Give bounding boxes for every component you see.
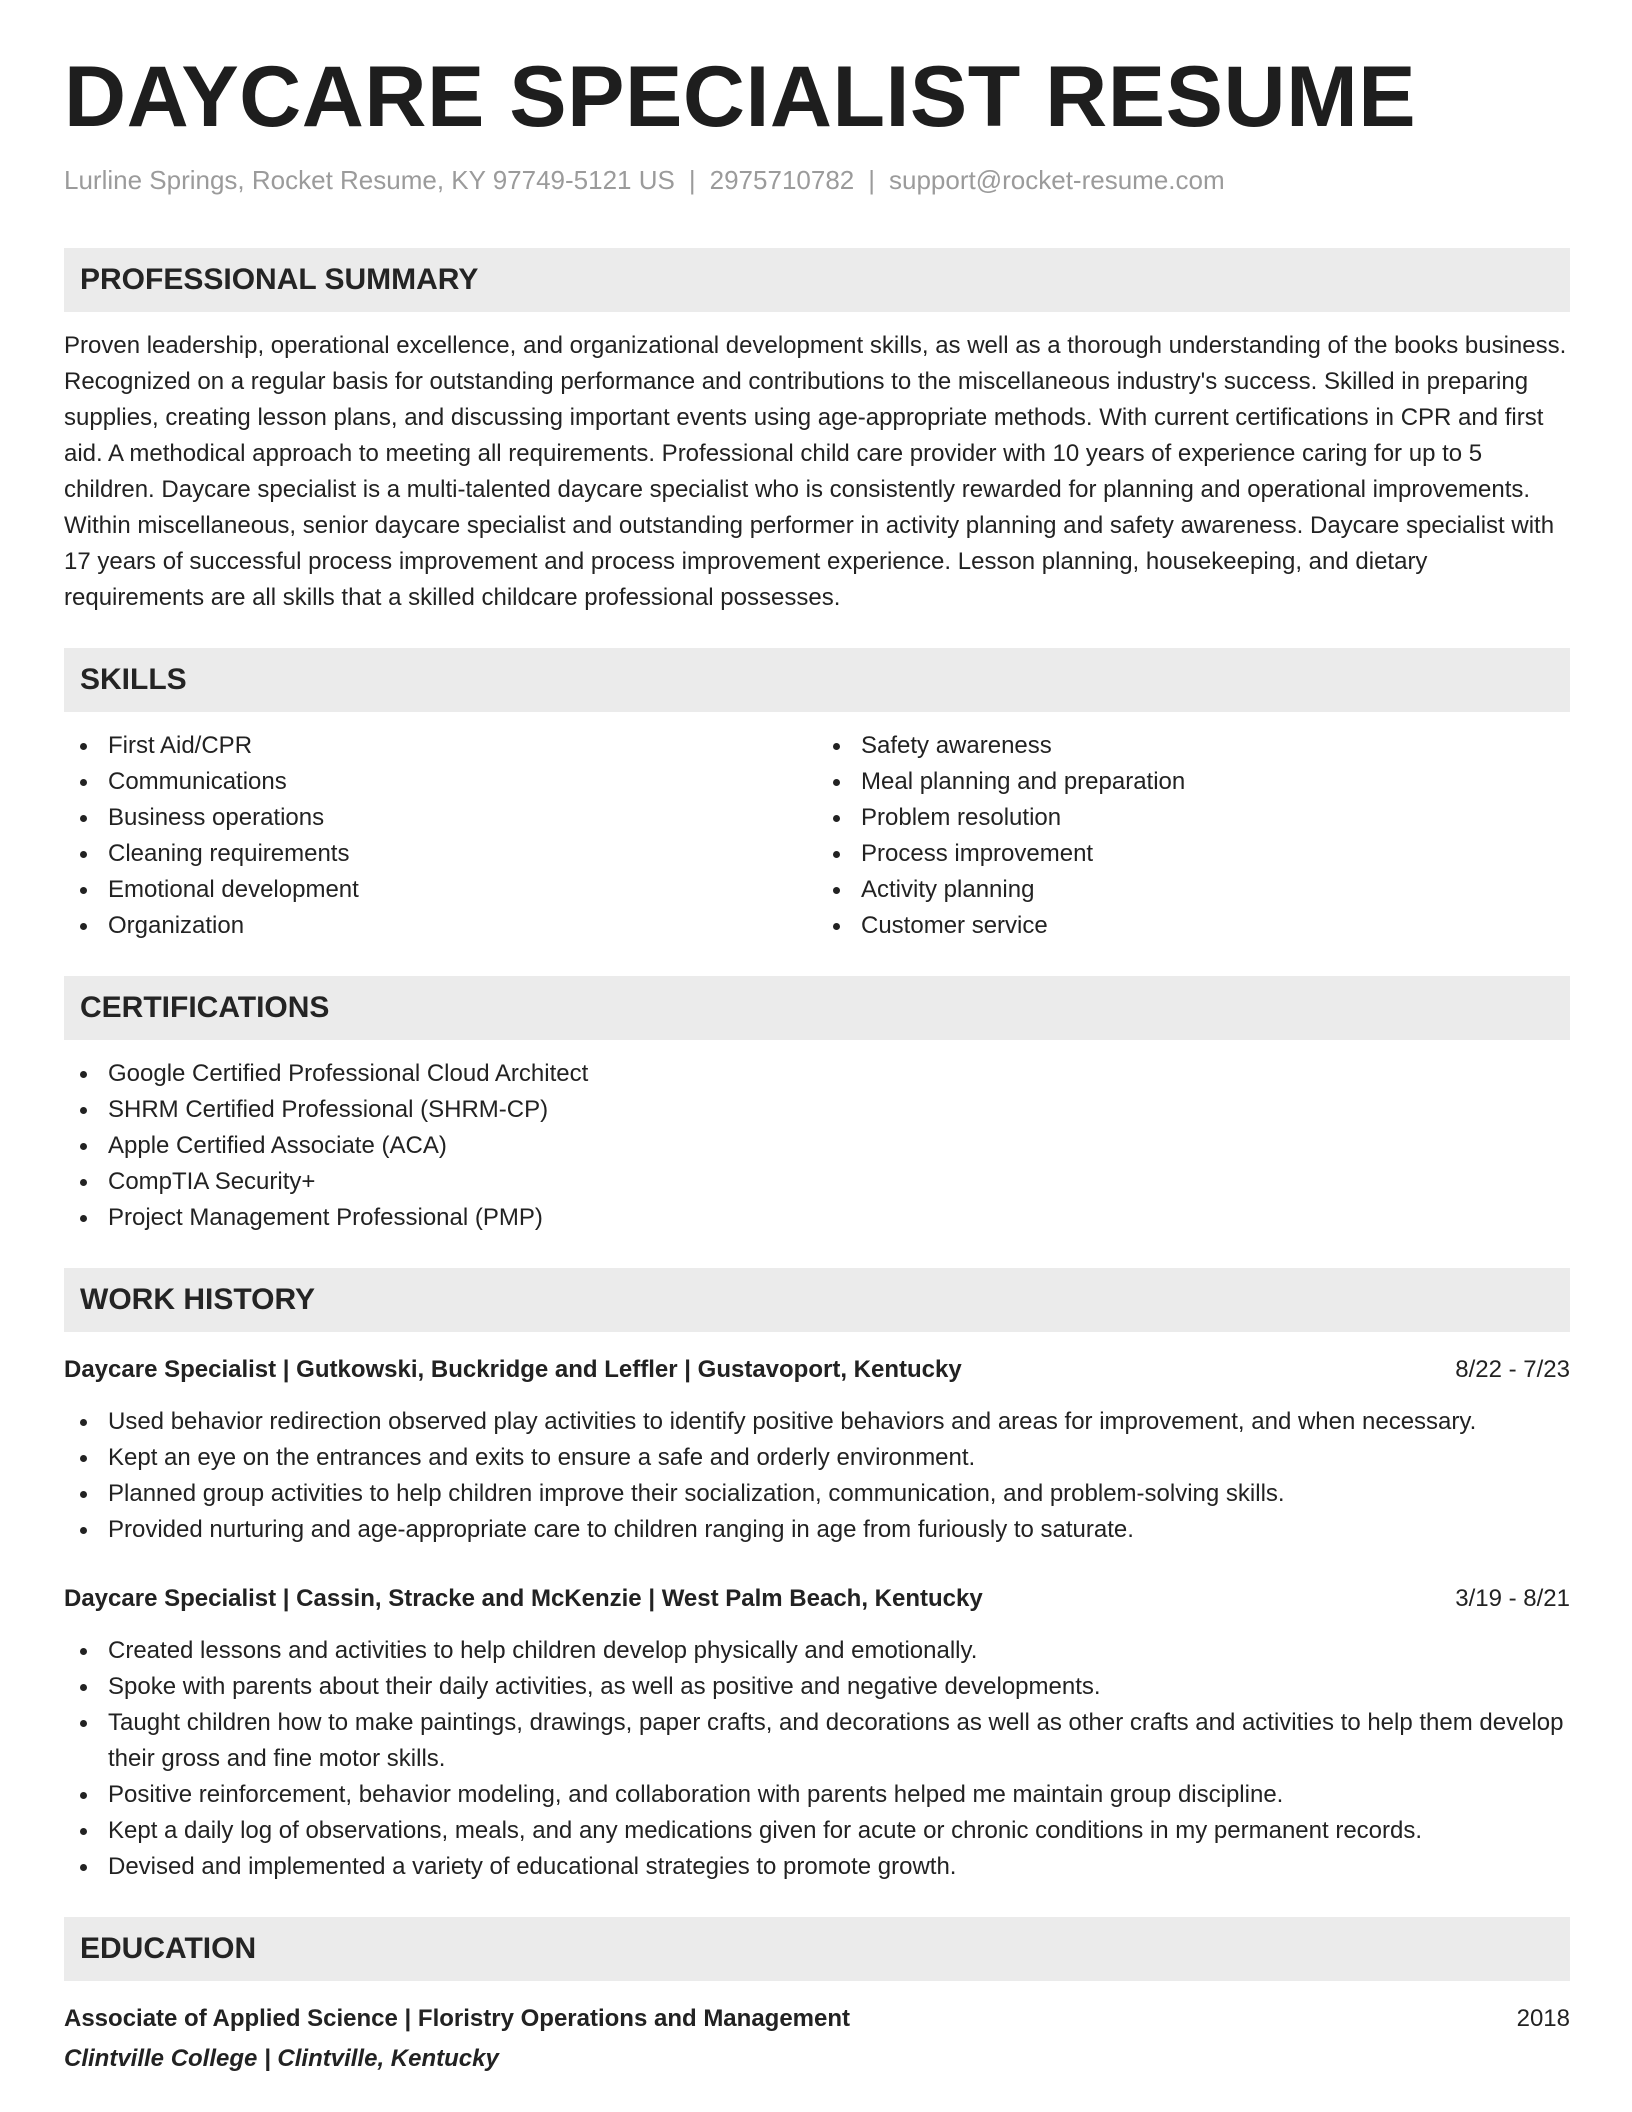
job-title: Daycare Specialist | Cassin, Stracke and McKenzie | West Palm Beach, Kentucky [64,1584,983,1612]
job-bullet: Kept an eye on the entrances and exits to ensure a safe and orderly environment. [64,1440,1570,1476]
job-dates: 8/22 - 7/23 [1455,1355,1570,1383]
contact-separator: | [868,164,876,195]
skill-item: Business operations [64,800,817,836]
job-bullets [64,1404,1570,1548]
skill-item: Organization [64,908,817,944]
contact-separator: | [688,164,696,195]
job-bullet: Devised and implemented a variety of educational strategies to promote growth. [64,1849,1570,1885]
education-school: Clintville College | Clintville, Kentucky [64,2044,499,2072]
skill-item: Problem resolution [817,800,1570,836]
skills-heading: SKILLS [64,648,1570,712]
job-bullet: Taught children how to make paintings, drawings, paper crafts, and decorations as well as other crafts and activities to help them develop their gross and fine motor skills. [64,1705,1570,1777]
skill-item: Communications [64,764,817,800]
skill-item: Process improvement [817,836,1570,872]
certification-item: Project Management Professional (PMP) [64,1200,1570,1236]
job-bullet: Used behavior redirection observed play activities to identify positive behaviors and areas for improvement, and when necessary. [64,1404,1570,1440]
education-year: 2018 [1516,2004,1570,2032]
education-heading: EDUCATION [64,1917,1570,1981]
skill-item: Activity planning [817,872,1570,908]
skill-item: Meal planning and preparation [817,764,1570,800]
work-history-heading: WORK HISTORY [64,1268,1570,1332]
certification-item: Apple Certified Associate (ACA) [64,1128,1570,1164]
education-degree: Associate of Applied Science | Floristry Operations and Management [64,2004,851,2032]
job-header [64,1352,1570,1388]
certification-item: Google Certified Professional Cloud Architect [64,1056,1570,1092]
skill-item: Customer service [817,908,1570,944]
summary-heading: PROFESSIONAL SUMMARY [64,248,1570,312]
contact-phone: 2975710782 [709,164,855,195]
contact-line [64,165,1570,196]
education-header [64,2001,1570,2037]
contact-email: support@rocket-resume.com [889,164,1225,195]
job-bullet: Planned group activities to help children improve their socialization, communication, and problem-solving skills. [64,1476,1570,1512]
skill-item: Safety awareness [817,728,1570,764]
certifications-list [64,1056,1570,1236]
job-bullet: Positive reinforcement, behavior modeling, and collaboration with parents helped me maintain group discipline. [64,1777,1570,1813]
certifications-heading: CERTIFICATIONS [64,976,1570,1040]
certification-item: CompTIA Security+ [64,1164,1570,1200]
job-title: Daycare Specialist | Gutkowski, Buckridge and Leffler | Gustavoport, Kentucky [64,1355,962,1383]
job-bullet: Created lessons and activities to help children develop physically and emotionally. [64,1633,1570,1669]
summary-text: Proven leadership, operational excellence, and organizational development skills, as well as a thorough understanding of the books business. Recognized on a regular basis for outstanding performance and contributions to the miscellaneous industry's success. Skilled in preparing supplies, creating lesson plans, and discussing important events using age-appropriate methods. With current certifications in CPR and first aid. A methodical approach to meeting all requirements. Professional child care provider with 10 years of experience caring for up to 5 children. Daycare specialist is a multi-talented daycare specialist who is consistently rewarded for planning and operational improvements. Within miscellaneous, senior daycare specialist and outstanding performer in activity planning and safety awareness. Daycare specialist with 17 years of successful process improvement and process improvement experience. Lesson planning, housekeeping, and dietary requirements are all skills that a skilled childcare professional possesses. [64,331,1567,611]
job-bullet: Provided nurturing and age-appropriate care to children ranging in age from furiously to saturate. [64,1512,1570,1548]
skill-item: Emotional development [64,872,817,908]
job-dates: 3/19 - 8/21 [1455,1584,1570,1612]
resume-title: DAYCARE SPECIALIST RESUME [64,49,1417,145]
certification-item: SHRM Certified Professional (SHRM-CP) [64,1092,1570,1128]
job-header [64,1581,1570,1617]
job-bullet: Spoke with parents about their daily activities, as well as positive and negative developments. [64,1669,1570,1705]
skills-columns [64,728,1570,944]
contact-address: Lurline Springs, Rocket Resume, KY 97749-5121 US [64,164,675,195]
skills-list-right [817,728,1570,944]
job-bullets [64,1633,1570,1885]
skill-item: First Aid/CPR [64,728,817,764]
skill-item: Cleaning requirements [64,836,817,872]
skills-list-left [64,728,817,944]
job-bullet: Kept a daily log of observations, meals, and any medications given for acute or chronic conditions in my permanent records. [64,1813,1570,1849]
